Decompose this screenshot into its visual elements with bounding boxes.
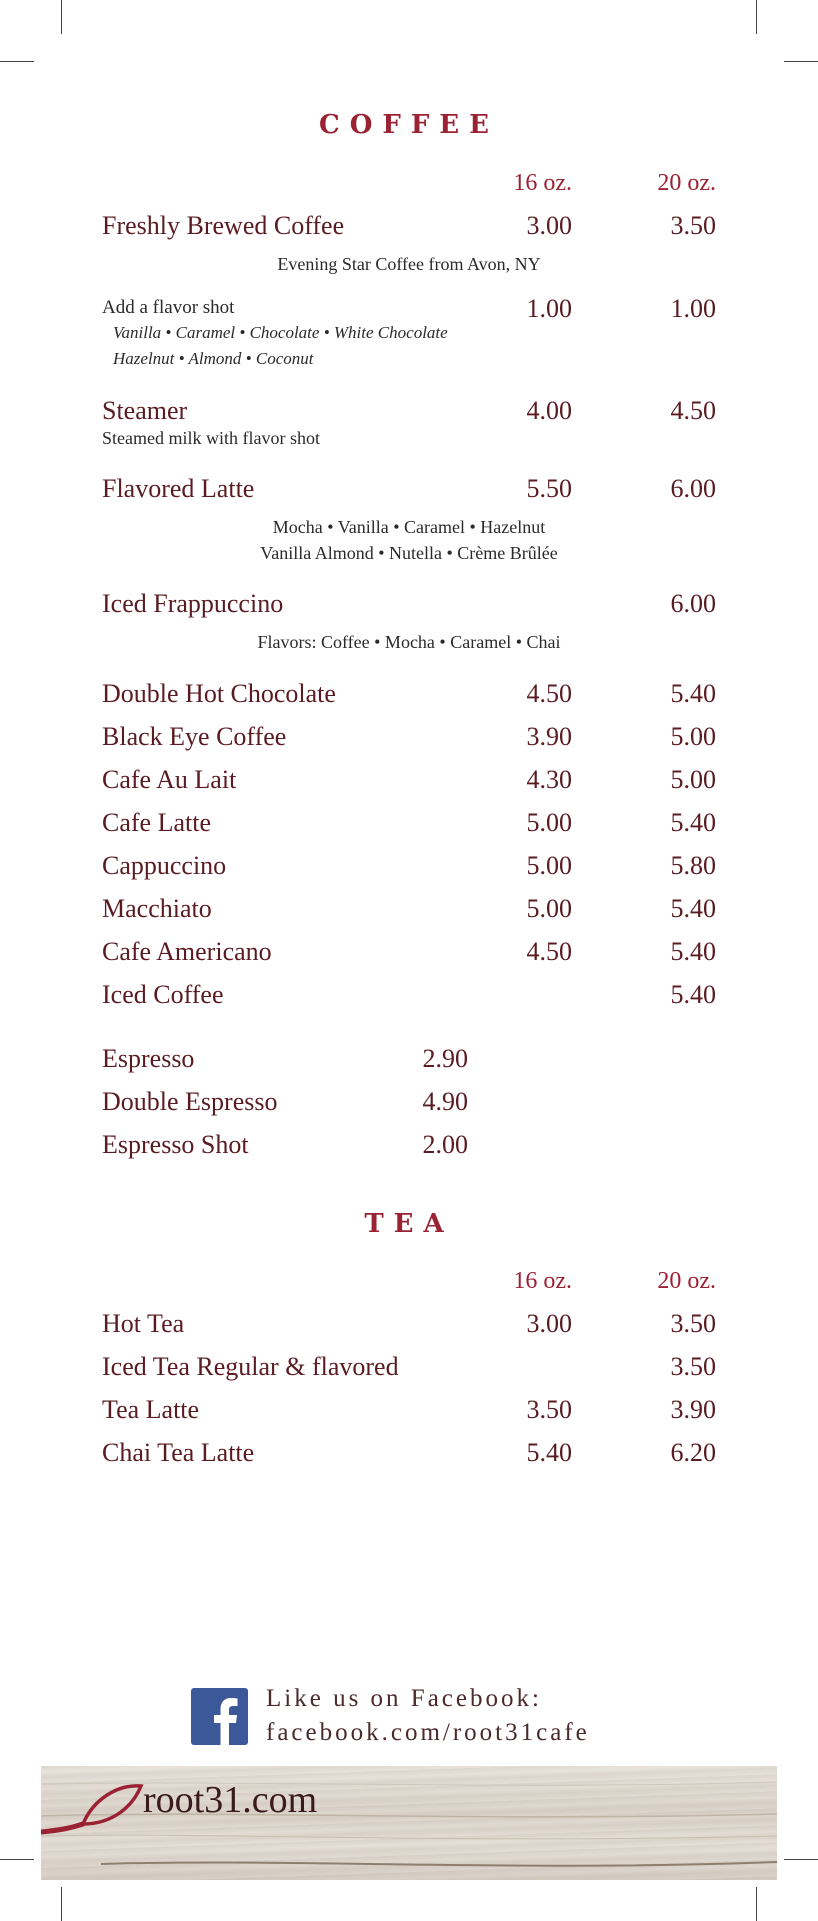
flavor-list: Vanilla • Caramel • Chocolate • White Chocolate — [113, 323, 448, 342]
menu-item-steamer — [102, 396, 716, 430]
item-name: Steamer — [102, 396, 188, 425]
leaf-logo-icon — [83, 1786, 141, 1824]
item-name: Double Hot Chocolate — [102, 679, 336, 708]
facebook-icon[interactable] — [191, 1688, 248, 1745]
crop-mark — [0, 1859, 34, 1860]
crop-mark — [0, 61, 34, 62]
item-name: Cappuccino — [102, 851, 227, 880]
crop-mark — [784, 1859, 818, 1860]
price-16oz: 4.50 — [526, 679, 572, 708]
flavor-list: Hazelnut • Almond • Coconut — [113, 349, 314, 368]
menu-item — [102, 851, 716, 885]
item-name: Tea Latte — [102, 1395, 200, 1424]
menu-item — [102, 1352, 716, 1386]
menu-item — [102, 980, 716, 1014]
price-20oz: 5.00 — [670, 765, 716, 794]
menu-item — [102, 1395, 716, 1429]
facebook-link[interactable]: facebook.com/root31cafe — [266, 1719, 590, 1746]
menu-item-flavored-latte — [102, 474, 716, 508]
item-note: Evening Star Coffee from Avon, NY — [277, 254, 541, 274]
crop-mark — [756, 0, 757, 34]
espresso-item — [102, 1044, 716, 1078]
item-name: Iced Coffee — [102, 980, 224, 1009]
price-16oz: 3.00 — [526, 211, 572, 240]
menu-item — [102, 937, 716, 971]
brand-url[interactable]: root31.com — [143, 1779, 318, 1821]
price: 4.90 — [422, 1087, 468, 1116]
item-note: Steamed milk with flavor shot — [102, 428, 320, 448]
facebook-f-glyph — [191, 1688, 248, 1745]
wood-footer-banner — [41, 1766, 777, 1880]
price-16oz: 5.00 — [526, 808, 572, 837]
item-name: Double Espresso — [102, 1087, 278, 1116]
item-note: Mocha • Vanilla • Caramel • Hazelnut — [272, 517, 546, 537]
price-20oz: 3.50 — [670, 1309, 716, 1338]
item-name: Espresso — [102, 1044, 195, 1073]
price-20oz: 5.80 — [670, 851, 716, 880]
price-20oz: 5.40 — [670, 980, 716, 1009]
price-16oz: 3.50 — [526, 1395, 572, 1424]
price-20oz: 6.00 — [670, 474, 716, 503]
item-name: Cafe Americano — [102, 937, 272, 966]
price-20oz: 6.20 — [670, 1438, 716, 1467]
price-16oz: 1.00 — [526, 294, 572, 323]
tea-title: TEA — [364, 1209, 454, 1239]
tea-col-16oz: 16 oz. — [513, 1268, 572, 1294]
item-name: Cafe Au Lait — [102, 765, 237, 794]
tea-col-20oz: 20 oz. — [657, 1268, 716, 1294]
espresso-item — [102, 1130, 716, 1164]
price-16oz: 5.50 — [526, 474, 572, 503]
item-name: Iced Tea Regular & flavored — [102, 1352, 399, 1381]
price-20oz: 1.00 — [670, 294, 716, 323]
coffee-col-20oz: 20 oz. — [657, 170, 716, 196]
item-name: Freshly Brewed Coffee — [102, 211, 345, 240]
item-name: Espresso Shot — [102, 1130, 249, 1159]
price-20oz: 5.40 — [670, 679, 716, 708]
price-16oz: 4.00 — [526, 396, 572, 425]
crop-mark — [61, 0, 62, 34]
coffee-title: COFFEE — [319, 110, 499, 140]
coffee-col-16oz: 16 oz. — [513, 170, 572, 196]
item-name: Black Eye Coffee — [102, 722, 287, 751]
price-16oz: 4.50 — [526, 937, 572, 966]
price-20oz: 5.00 — [670, 722, 716, 751]
facebook-caption: Like us on Facebook: — [266, 1685, 542, 1712]
menu-item — [102, 894, 716, 928]
item-name: Flavored Latte — [102, 474, 255, 503]
item-name: Hot Tea — [102, 1309, 185, 1338]
menu-item — [102, 808, 716, 842]
menu-item — [102, 765, 716, 799]
item-name: Macchiato — [102, 894, 212, 923]
price-20oz: 3.50 — [670, 1352, 716, 1381]
crop-mark — [784, 61, 818, 62]
price-16oz: 3.00 — [526, 1309, 572, 1338]
price-20oz: 5.40 — [670, 808, 716, 837]
item-name: Cafe Latte — [102, 808, 211, 837]
menu-item — [102, 1309, 716, 1343]
price-16oz: 5.00 — [526, 851, 572, 880]
menu-item — [102, 1438, 716, 1472]
espresso-item — [102, 1087, 716, 1121]
menu-item-iced-frappuccino — [102, 589, 716, 623]
price-16oz: 3.90 — [526, 722, 572, 751]
item-name: Iced Frappuccino — [102, 589, 284, 618]
price-20oz: 5.40 — [670, 937, 716, 966]
menu-item — [102, 722, 716, 756]
price-20oz: 4.50 — [670, 396, 716, 425]
crop-mark — [61, 1887, 62, 1921]
menu-item — [102, 679, 716, 713]
crop-mark — [756, 1887, 757, 1921]
price-20oz: 6.00 — [670, 589, 716, 618]
price-20oz: 3.90 — [670, 1395, 716, 1424]
price-16oz: 4.30 — [526, 765, 572, 794]
item-name: Chai Tea Latte — [102, 1438, 255, 1467]
item-name: Add a flavor shot — [102, 297, 235, 318]
price: 2.90 — [422, 1044, 468, 1073]
price-16oz: 5.00 — [526, 894, 572, 923]
price-20oz: 5.40 — [670, 894, 716, 923]
price: 2.00 — [422, 1130, 468, 1159]
item-note: Flavors: Coffee • Mocha • Caramel • Chai — [257, 632, 561, 652]
price-20oz: 3.50 — [670, 211, 716, 240]
menu-item-freshly-brewed — [102, 211, 716, 245]
price-16oz: 5.40 — [526, 1438, 572, 1467]
item-note: Vanilla Almond • Nutella • Crème Brûlée — [260, 543, 558, 563]
